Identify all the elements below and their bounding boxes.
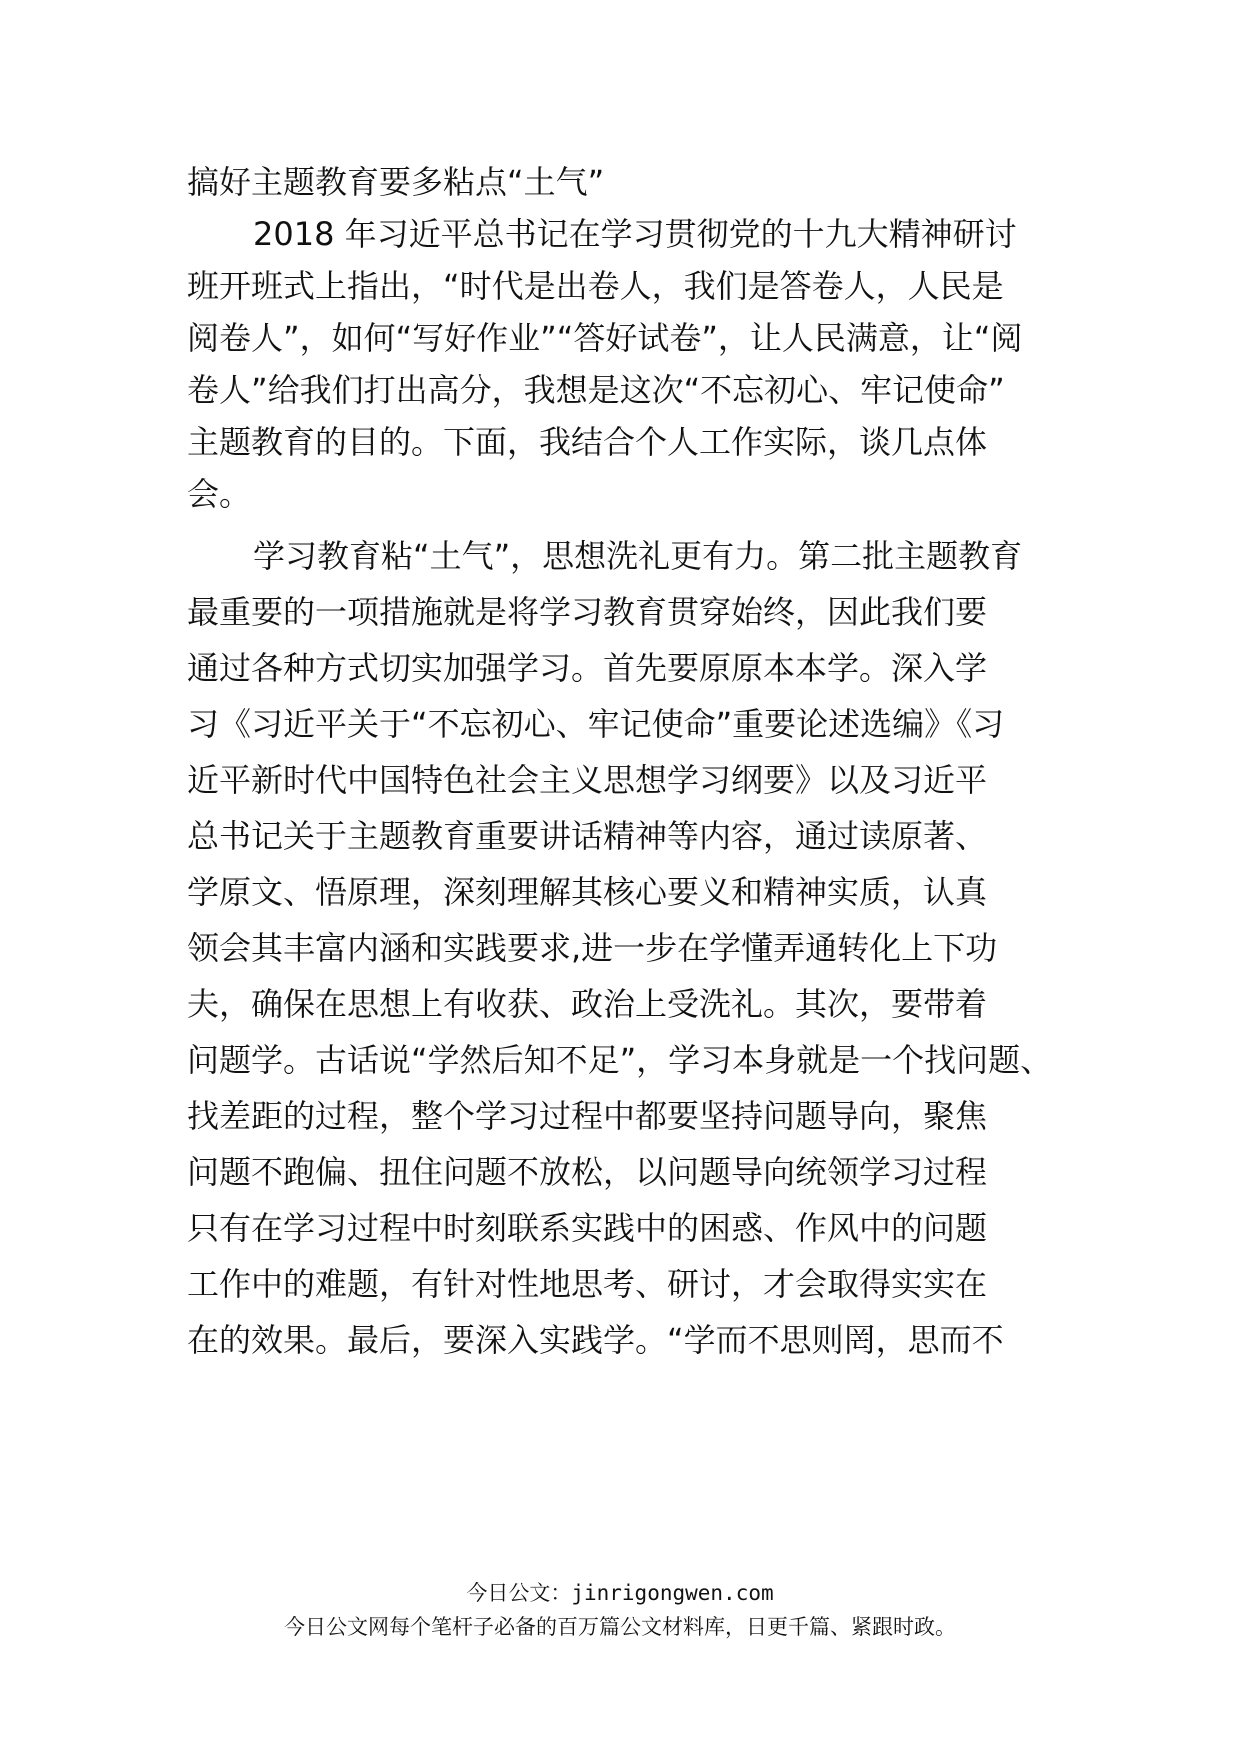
body-line: 问题学。古话说“学然后知不足”，学习本身就是一个找问题、: [187, 1041, 1053, 1079]
footer-source: [0, 1578, 1240, 1608]
body-line: 近平新时代中国特色社会主义思想学习纲要》以及习近平: [187, 761, 988, 799]
body-line: 通过各种方式切实加强学习。首先要原原本本学。深入学: [187, 649, 988, 687]
footer-slogan: 今日公文网每个笔杆子必备的百万篇公文材料库，日更千篇、紧跟时政。: [284, 1615, 956, 1639]
body-line: 工作中的难题，有针对性地思考、研讨，才会取得实实在: [187, 1265, 988, 1303]
body-line: 找差距的过程，整个学习过程中都要坚持问题导向，聚焦: [187, 1097, 988, 1135]
body-line: 阅卷人”，如何“写好作业”“答好试卷”，让人民满意，让“阅: [187, 319, 1023, 357]
body-line: 卷人”给我们打出高分，我想是这次“不忘初心、牢记使命”: [187, 371, 1005, 409]
body-line: 问题不跑偏、扭住问题不放松，以问题导向统领学习过程: [187, 1153, 988, 1191]
body-line: 总书记关于主题教育重要讲话精神等内容，通过读原著、: [187, 817, 988, 855]
body-line: 主题教育的目的。下面，我结合个人工作实际，谈几点体: [187, 423, 988, 461]
body-line: 最重要的一项措施就是将学习教育贯穿始终，因此我们要: [187, 593, 988, 631]
body-line: 夫，确保在思想上有收获、政治上受洗礼。其次，要带着: [187, 985, 988, 1023]
body-line: 领会其丰富内涵和实践要求,进一步在学懂弄通转化上下功: [187, 929, 998, 967]
body-line: 习《习近平关于“不忘初心、牢记使命”重要论述选编》《习: [187, 705, 1005, 743]
body-line: 会。: [187, 475, 252, 513]
footer-label: 今日公文：: [466, 1581, 572, 1605]
body-line: 在的效果。最后，要深入实践学。“学而不思则罔，思而不: [187, 1321, 1004, 1359]
body-line: 只有在学习过程中时刻联系实践中的困惑、作风中的问题: [187, 1209, 988, 1247]
body-line: 学习教育粘“土气”，思想洗礼更有力。第二批主题教育: [253, 537, 1023, 575]
document-title: 搞好主题教育要多粘点“土气”: [187, 163, 605, 201]
footer-url-link[interactable]: jinrigongwen.com: [571, 1581, 774, 1605]
body-line: 2018 年习近平总书记在学习贯彻党的十九大精神研讨: [253, 215, 1017, 253]
body-line: 班开班式上指出，“时代是出卷人，我们是答卷人，人民是: [187, 267, 1004, 305]
body-line: 学原文、悟原理，深刻理解其核心要义和精神实质，认真: [187, 873, 988, 911]
